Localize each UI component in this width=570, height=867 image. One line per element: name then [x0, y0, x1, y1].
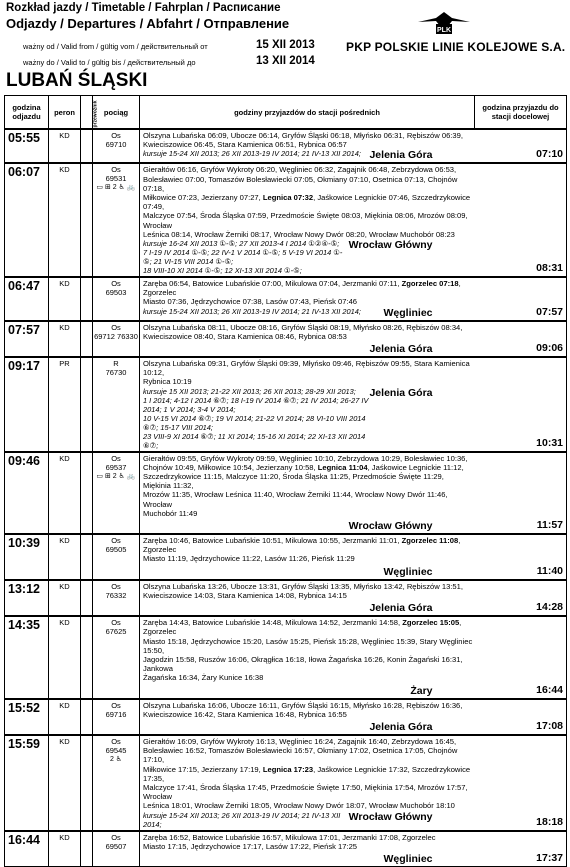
departure-time: 06:07	[5, 163, 49, 277]
intermediate-stations	[140, 831, 475, 867]
title-line-1: Rozkład jazdy / Timetable / Fahrplan / Расписание	[6, 2, 281, 14]
station-line: Kwieciszowice 14:03, Stara Kamienica 14:08, Rybnica 14:15	[143, 590, 347, 600]
carrier: KD	[49, 616, 81, 698]
destination: Wrocław Główny	[348, 810, 433, 823]
carrier-spacer	[81, 534, 93, 580]
table-row	[5, 534, 567, 580]
train-info	[93, 129, 140, 163]
departure-time: 14:35	[5, 616, 49, 698]
train-number: 69507	[105, 841, 127, 851]
schedule-note: 18 VIII-10 XI 2014 ①-⑤; 12 XI-13 XII 2014 ①-⑤;	[143, 266, 302, 276]
arrival-time: 07:57	[536, 305, 563, 318]
destination: Jelenia Góra	[369, 149, 433, 162]
intermediate-stations	[140, 277, 475, 321]
station-line: Gierałtów 09:55, Gryfów Wykroty 09:59, Węgliniec 10:10, Zebrzydowa 10:29, Bolesławiec 10:36,	[143, 453, 468, 463]
destination: Jelenia Góra	[369, 386, 433, 399]
intermediate-stations	[140, 321, 475, 357]
train-info	[93, 580, 140, 616]
table-row	[5, 163, 567, 277]
train-number: 69503	[105, 288, 127, 298]
intermediate-stations	[140, 735, 475, 831]
schedule-note: 1 I 2014; 4-12 I 2014 ⑥⑦; 18 I-19 IV 2014 ⑥⑦; 21 IV 2014; 26-27 IV 2014; 1 V 2014; 3-4 V 2014;	[143, 395, 369, 414]
table-row	[5, 357, 567, 452]
train-number: 69710	[105, 140, 127, 149]
schedule-note: kursuje 15-24 XII 2013; 26 XII 2013-19 IV 2014; 21 IV-13 XII 2014;	[143, 306, 361, 316]
table-row	[5, 580, 567, 616]
destination: Jelenia Góra	[369, 602, 433, 615]
destination: Jelenia Góra	[369, 343, 433, 356]
station-line: Kwieciszowice 16:42, Stara Kamienica 16:48, Rybnica 16:55	[143, 709, 347, 719]
train-type: Os	[111, 581, 121, 591]
train-type: R	[113, 359, 119, 369]
station-line: Zaręba 06:54, Batowice Lubańskie 07:00, Mikulowa 07:04, Jerzmanki 07:11, Zgorzelec 07:18, Zgorzelec	[143, 279, 461, 298]
station-line: Kwieciszowice 06:45, Stara Kamienica 06:51, Rybnica 06:57	[143, 140, 347, 150]
train-info	[93, 357, 140, 452]
table-row	[5, 735, 567, 831]
train-info	[93, 277, 140, 321]
destination: Węgliniec	[383, 852, 433, 865]
train-type: Os	[111, 322, 121, 332]
train-type: Os	[111, 453, 121, 463]
station-line: Szczedrzykowice 11:15, Malczyce 11:20, Środa Śląska 11:25, Przedmoście Święte 11:29, Miękinia 11:32,	[143, 472, 444, 491]
departure-time: 07:57	[5, 321, 49, 357]
station-line: Chojnów 10:49, Miłkowice 10:54, Jezierzany 10:58, Legnica 11:04, Jaśkowice Legnickie 11:12,	[143, 462, 464, 472]
carrier: PR	[49, 357, 81, 452]
arrival-cell	[475, 452, 567, 534]
carrier-spacer	[81, 699, 93, 735]
station-line: Gierałtów 06:16, Gryfów Wykroty 06:20, Węgliniec 06:32, Zagajnik 06:48, Zebrzydowa 06:53,	[143, 165, 457, 175]
carrier: KD	[49, 277, 81, 321]
col-carrier: przewoźnik	[81, 96, 93, 130]
train-info	[93, 452, 140, 534]
carrier-spacer	[81, 735, 93, 831]
station-line: Leśnica 18:01, Wrocław Żerniki 18:05, Wrocław Nowy Dwór 18:07, Wrocław Muchobór 18:10	[143, 801, 455, 811]
departure-time: 15:52	[5, 699, 49, 735]
intermediate-stations	[140, 357, 475, 452]
carrier-spacer	[81, 616, 93, 698]
carrier-spacer	[81, 321, 93, 357]
carrier: KD	[49, 735, 81, 831]
departure-time: 09:46	[5, 452, 49, 534]
station-line: Olszyna Lubańska 06:09, Ubocze 06:14, Gryfów Śląski 06:18, Młyńsko 06:31, Rębiszów 06:39,	[143, 131, 463, 140]
train-info	[93, 699, 140, 735]
col-train: pociąg	[93, 96, 140, 130]
carrier: KD	[49, 580, 81, 616]
carrier-spacer	[81, 357, 93, 452]
company-name: PKP POLSKIE LINIE KOLEJOWE S.A.	[346, 40, 566, 54]
carrier-spacer	[81, 831, 93, 867]
carrier-spacer	[81, 452, 93, 534]
arrival-time: 17:08	[536, 719, 563, 732]
train-amenities-icon: ▭ ⊞ 2 ♿ 🚲	[96, 184, 136, 192]
arrival-time: 14:28	[536, 601, 563, 614]
arrival-cell	[475, 735, 567, 831]
plk-logo-icon	[416, 10, 472, 40]
destination: Żary	[410, 684, 433, 697]
train-info	[93, 831, 140, 867]
station-line: Mrozów 11:35, Wrocław Leśnica 11:40, Wrocław Żerniki 11:44, Wrocław Nowy Dwór 11:46, Wrocław	[143, 490, 448, 509]
departure-time: 09:17	[5, 357, 49, 452]
station-line: Żagańska 16:34, Żary Kunice 16:38	[143, 673, 264, 683]
station-line: Malczyce 17:41, Środa Śląska 17:45, Przedmoście Święte 17:50, Miękinia 17:54, Mrozów 17:57, Wrocław	[143, 782, 468, 802]
station-line: Miasto 11:19, Jędrzychowice 11:22, Lasów 11:26, Pieńsk 11:29	[143, 554, 355, 564]
train-type: Os	[111, 165, 121, 175]
train-type: Os	[111, 279, 121, 289]
svg-text:PLK: PLK	[437, 27, 451, 34]
station-line: Olszyna Lubańska 13:26, Ubocze 13:31, Gryfów Śląski 13:35, Młyńsko 13:42, Rębiszów 13:51,	[143, 581, 463, 591]
intermediate-stations	[140, 129, 475, 163]
arrival-cell	[475, 580, 567, 616]
train-type: Os	[111, 131, 121, 140]
arrival-cell	[475, 163, 567, 277]
intermediate-stations	[140, 699, 475, 735]
table-row	[5, 699, 567, 735]
schedule-note: kursuje 15-24 XII 2013; 26 XII 2013-19 IV 2014; 21 IV-13 XII 2014;	[143, 149, 361, 159]
train-number: 67625	[105, 627, 127, 637]
arrival-cell	[475, 616, 567, 698]
train-number: 69545	[105, 745, 127, 755]
station-line: Zaręba 14:43, Batowice Lubańskie 14:48, Mikulowa 14:52, Jerzmanki 14:58, Zgorzelec 15:05, Zgorzelec	[143, 618, 462, 637]
timetable	[4, 95, 567, 867]
carrier-spacer	[81, 129, 93, 163]
train-type: Os	[111, 700, 121, 710]
departure-time: 13:12	[5, 580, 49, 616]
table-row	[5, 277, 567, 321]
station-line: Olszyna Lubańska 09:31, Gryfów Śląski 09:39, Młyńsko 09:46, Rębiszów 09:55, Stara Kamienica 10:12,	[143, 359, 470, 378]
col-arrival: godzina przyjazdu do stacji docelowej	[475, 96, 567, 130]
intermediate-stations	[140, 163, 475, 277]
arrival-time: 10:31	[536, 436, 563, 449]
arrival-cell	[475, 357, 567, 452]
train-number: 69537	[105, 462, 127, 472]
station-line: Jagodzin 15:58, Ruszów 16:06, Okrągłica 16:18, Iłowa Żagańska 16:26, Konin Żagański 16:31, Jankowa	[143, 654, 463, 674]
station-line: Miłkowice 17:15, Jezierzany 17:19, Legnica 17:23, Jaśkowice Legnickie 17:32, Szczedrzykowice 17:35,	[143, 764, 471, 783]
intermediate-stations	[140, 580, 475, 616]
table-row	[5, 831, 567, 867]
schedule-note: 23 VIII-9 XI 2014 ⑥⑦; 11 XI 2014; 15-16 XI 2014; 22 XI-13 XII 2014 ⑥⑦;	[143, 431, 366, 450]
departure-time: 15:59	[5, 735, 49, 831]
departure-time: 05:55	[5, 129, 49, 163]
intermediate-stations	[140, 616, 475, 698]
valid-from-label: ważny od / Valid from / gültig vom / действительный от	[23, 42, 208, 51]
schedule-note: kursuje 15 XII 2013; 21-22 XII 2013; 26 XII 2013; 28-29 XII 2013;	[143, 386, 356, 396]
destination: Węgliniec	[383, 565, 433, 578]
carrier: KD	[49, 699, 81, 735]
arrival-time: 07:10	[536, 148, 563, 161]
train-info	[93, 163, 140, 277]
arrival-cell	[475, 534, 567, 580]
station-line: Muchobór 11:49	[143, 508, 198, 518]
train-number: 69716	[105, 709, 127, 719]
col-platform: peron	[49, 96, 81, 130]
station-line: Rybnica 10:19	[143, 377, 192, 387]
train-type: Os	[111, 536, 121, 546]
station-line: Miasto 15:18, Jędrzychowice 15:20, Lasów 15:25, Pieńsk 15:28, Węgliniec 15:39, Stary Węgliniec 15:50,	[143, 636, 473, 655]
table-row	[5, 321, 567, 357]
station-line: Olszyna Lubańska 16:06, Ubocze 16:11, Gryfów Śląski 16:15, Młyńsko 16:28, Rębiszów 16:36,	[143, 700, 463, 710]
station-line: Miasto 07:36, Jędrzychowice 07:38, Lasów 07:43, Pieńsk 07:46	[143, 297, 358, 307]
train-type: Os	[111, 736, 121, 746]
schedule-note: kursuje 16-24 XII 2013 ①-⑤; 27 XII 2013-4 I 2014 ①②④-⑤;	[143, 239, 340, 249]
station-line: Malczyce 07:54, Środa Śląska 07:59, Przedmoście Święte 08:03, Miękinia 08:06, Mrozów 08:09, Wrocław	[143, 211, 468, 230]
train-info	[93, 321, 140, 357]
departure-time: 10:39	[5, 534, 49, 580]
station-line: Leśnica 08:14, Wrocław Żerniki 08:17, Wrocław Nowy Dwór 08:20, Wrocław Muchobór 08:23	[143, 229, 455, 239]
carrier-spacer	[81, 163, 93, 277]
col-stations: godziny przyjazdów do stacji pośrednich	[140, 96, 475, 130]
train-type: Os	[111, 618, 121, 628]
valid-from-date: 15 XII 2013	[256, 39, 315, 51]
train-info	[93, 735, 140, 831]
train-amenities-icon: ▭ ⊞ 2 ♿ 🚲	[96, 472, 136, 480]
valid-to-date: 13 XII 2014	[256, 55, 315, 67]
station-line: Miasto 17:15, Jędrzychowice 17:17, Lasów 17:22, Pieńsk 17:25	[143, 841, 358, 851]
train-info	[93, 616, 140, 698]
carrier: KD	[49, 452, 81, 534]
title-line-2: Odjazdy / Departures / Abfahrt / Отправление	[6, 16, 290, 31]
arrival-time: 17:37	[536, 851, 563, 864]
station-name: LUBAŃ ŚLĄSKI	[6, 70, 148, 91]
train-amenities-icon: 2 ♿	[109, 755, 123, 763]
destination: Węgliniec	[383, 306, 433, 319]
carrier: KD	[49, 321, 81, 357]
arrival-cell	[475, 129, 567, 163]
schedule-note: 7 I-19 IV 2014 ①-⑤; 22 IV-1 V 2014 ①-⑤; 5 V-19 VI 2014 ①-⑤; 21 VI-15 VIII 2014 ①-⑤;	[143, 248, 343, 267]
station-line: Zaręba 16:52, Batowice Lubańskie 16:57, Mikulowa 17:01, Jerzmanki 17:08, Zgorzelec	[143, 832, 436, 842]
arrival-cell	[475, 321, 567, 357]
departure-time: 16:44	[5, 831, 49, 867]
destination: Jelenia Góra	[369, 720, 433, 733]
destination: Wrocław Główny	[348, 239, 433, 252]
schedule-note: 10 V-15 VI 2014 ⑥⑦; 19 VI 2014; 21-22 VI 2014; 28 VI-10 VIII 2014 ⑥⑦; 15-17 VIII 2014;	[143, 413, 366, 432]
table-row	[5, 616, 567, 698]
arrival-time: 16:44	[536, 683, 563, 696]
destination: Wrocław Główny	[348, 520, 433, 533]
arrival-time: 18:18	[536, 815, 563, 828]
station-line: Miłkowice 07:23, Jezierzany 07:27, Legnica 07:32, Jaśkowice Legnickie 07:46, Szczedrzykowice 07:49,	[143, 193, 471, 212]
intermediate-stations	[140, 534, 475, 580]
arrival-time: 11:57	[536, 519, 563, 532]
carrier: KD	[49, 534, 81, 580]
station-line: Zaręba 10:46, Batowice Lubańskie 10:51, Mikulowa 10:55, Jerzmanki 11:01, Zgorzelec 11:08, Zgorzelec	[143, 536, 461, 555]
schedule-note: kursuje 15-24 XII 2013; 26 XII 2013-19 IV 2014; 21 IV-13 XII 2014;	[143, 810, 341, 829]
station-line: Olszyna Lubańska 08:11, Ubocze 08:16, Gryfów Śląski 08:19, Młyńsko 08:26, Rębiszów 08:34,	[143, 322, 463, 332]
arrival-time: 11:40	[536, 564, 563, 577]
station-line: Bolesławiec 16:52, Tomaszów Bolesławiecki 16:57, Okmiany 17:02, Osetnica 17:05, Chojnów 17:10,	[143, 746, 458, 765]
table-row	[5, 452, 567, 534]
col-time: godzina odjazdu	[5, 96, 49, 130]
train-number: 76730	[105, 368, 127, 378]
arrival-cell	[475, 699, 567, 735]
table-header	[5, 96, 567, 130]
carrier: KD	[49, 831, 81, 867]
arrival-cell	[475, 277, 567, 321]
train-number: 69505	[105, 545, 127, 555]
carrier-spacer	[81, 277, 93, 321]
table-row	[5, 129, 567, 163]
station-line: Gierałtów 16:09, Gryfów Wykroty 16:13, Węgliniec 16:24, Zagajnik 16:40, Zebrzydowa 16:45,	[143, 736, 457, 746]
train-number: 69712 76330	[94, 331, 138, 341]
train-info	[93, 534, 140, 580]
train-number: 76332	[105, 590, 127, 600]
train-type: Os	[111, 832, 121, 842]
arrival-cell	[475, 831, 567, 867]
arrival-time: 08:31	[536, 262, 563, 275]
arrival-time: 09:06	[536, 342, 563, 355]
train-number: 69531	[105, 174, 127, 184]
carrier-spacer	[81, 580, 93, 616]
station-line: Bolesławiec 07:00, Tomaszów Bolesławiecki 07:05, Okmiany 07:10, Osetnica 07:13, Chojnów 07:18,	[143, 174, 458, 193]
carrier: KD	[49, 163, 81, 277]
intermediate-stations	[140, 452, 475, 534]
station-line: Kwieciszowice 08:40, Stara Kamienica 08:46, Rybnica 08:53	[143, 331, 347, 341]
carrier: KD	[49, 129, 81, 163]
valid-to-label: ważny do / Valid to / gültig bis / действительный до	[23, 58, 196, 67]
departure-time: 06:47	[5, 277, 49, 321]
